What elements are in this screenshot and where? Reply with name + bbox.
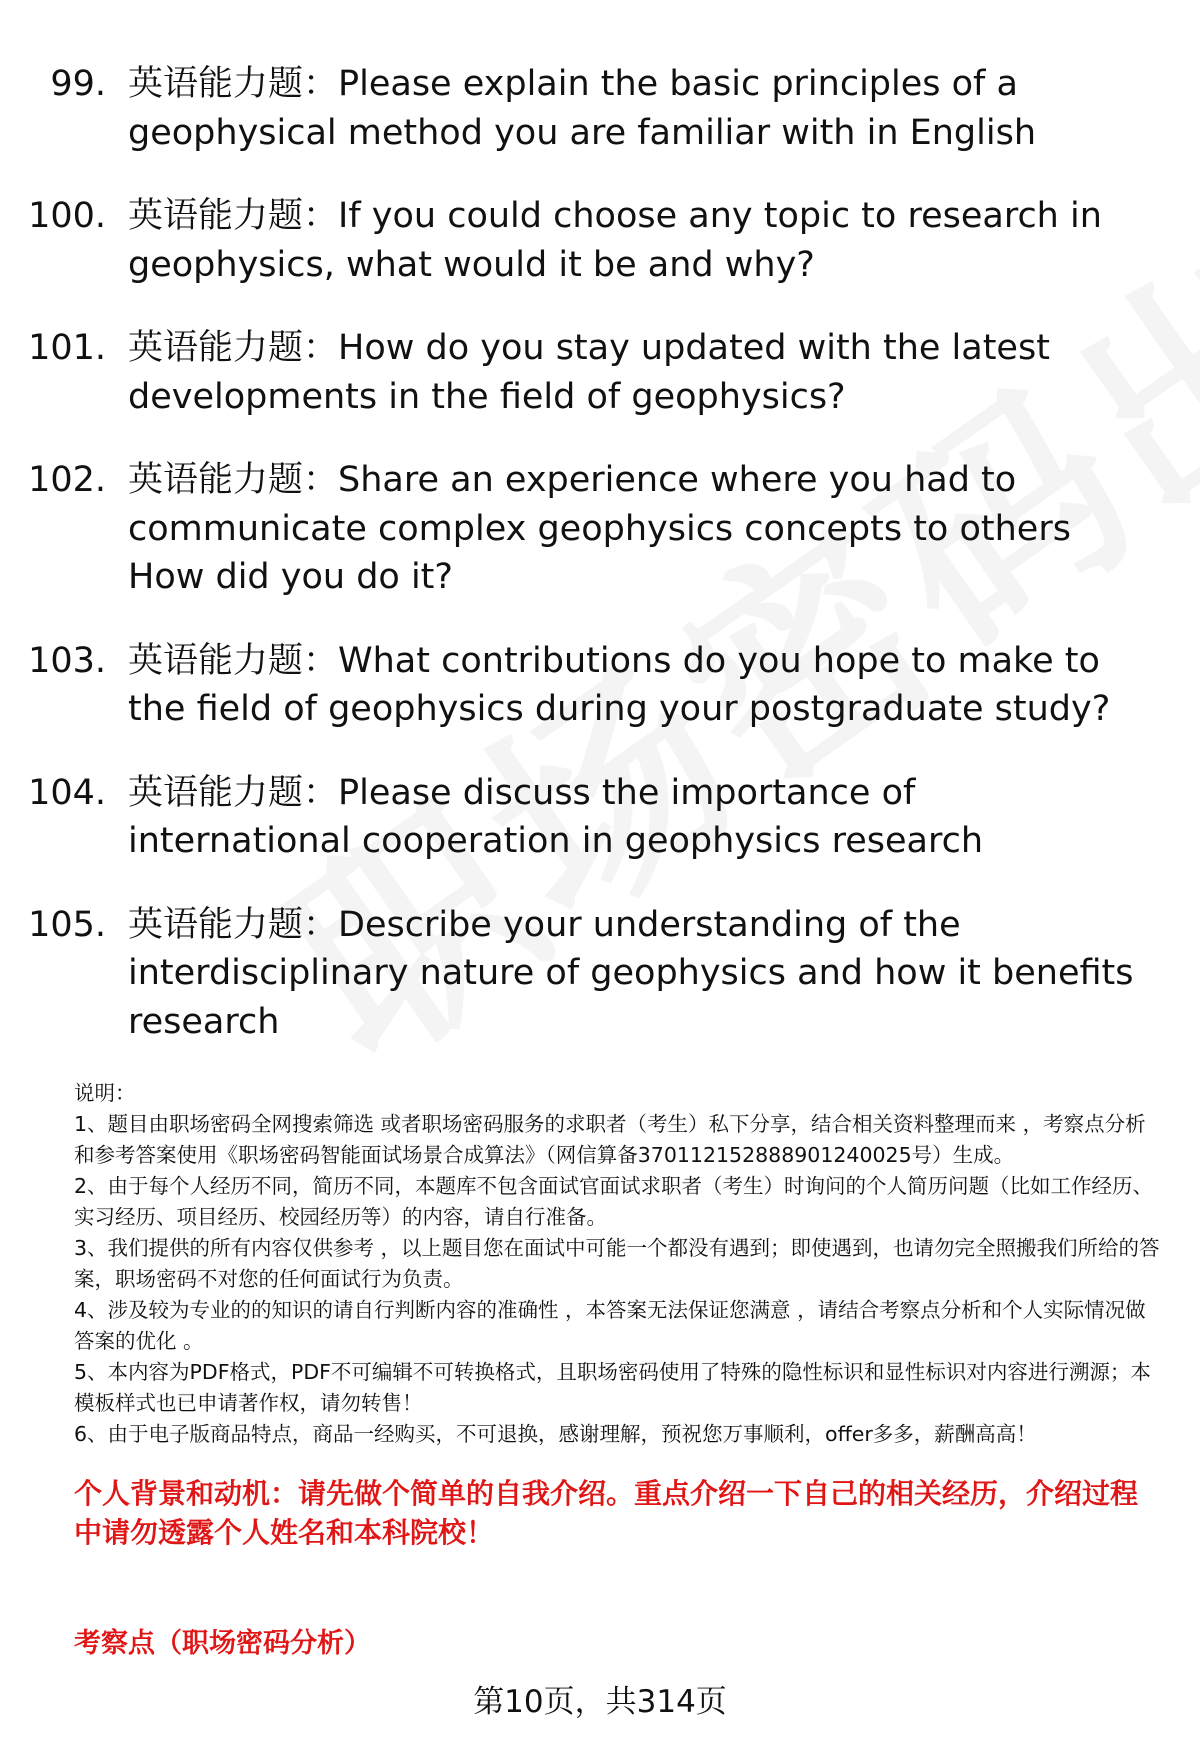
question-prefix: 英语能力题： <box>128 196 339 236</box>
question-prefix: 英语能力题： <box>128 460 339 500</box>
question-number: 102. <box>28 460 106 500</box>
question-body <box>128 769 1148 866</box>
page-footer: 第10页，共314页 <box>473 1684 727 1720</box>
question-text: How do you stay updated with the latest developments in the field of geophysics? <box>128 328 1050 417</box>
question-number: 100. <box>28 196 106 236</box>
question-body <box>128 901 1148 1047</box>
question-text: What contributions do you hope to make to the field of geophysics during your postgraduate study? <box>128 640 1111 729</box>
question-body <box>128 456 1148 602</box>
question-item <box>0 324 1200 421</box>
question-body <box>128 637 1148 734</box>
notes-item: 4、涉及较为专业的的知识的请自行判断内容的准确性 ，本答案无法保证您满意 ，请结合考察点分析和个人实际情况做答案的优化 。 <box>74 1298 1146 1353</box>
question-text: Describe your understanding of the interdisciplinary nature of geophysics and how it benefits research <box>128 904 1134 1042</box>
question-item <box>0 637 1200 734</box>
notes-item: 1、题目由职场密码全网搜索筛选 或者职场密码服务的求职者（考生）私下分享，结合相关资料整理而来 ，考察点分析和参考答案使用《职场密码智能面试场景合成算法》（网信算备370112152888901240025号）生成。 <box>74 1112 1146 1167</box>
question-prefix: 英语能力题： <box>128 64 339 104</box>
question-number: 104. <box>28 772 106 813</box>
question-number: 103. <box>28 640 106 681</box>
question-text: If you could choose any topic to research in geophysics, what would it be and why? <box>128 196 1102 285</box>
question-text: Please discuss the importance of international cooperation in geophysics research <box>128 772 984 861</box>
question-number: 101. <box>28 328 106 368</box>
question-body <box>128 324 1148 421</box>
question-text: Please explain the basic principles of a geophysical method you are familiar with in English <box>128 64 1037 153</box>
question-body <box>128 192 1148 289</box>
check-point-heading: 考察点（职场密码分析） <box>74 1628 371 1659</box>
notes-item: 6、由于电子版商品特点，商品一经购买，不可退换，感谢理解，预祝您万事顺利，offer多多，薪酬高高！ <box>74 1422 1037 1446</box>
question-list <box>0 60 1200 1081</box>
question-text: Share an experience where you had to communicate complex geophysics concepts to others How did you do it? <box>128 460 1071 597</box>
question-item <box>0 901 1200 1047</box>
question-number: 99. <box>50 64 106 104</box>
notes-item: 5、本内容为PDF格式，PDF不可编辑不可转换格式，且职场密码使用了特殊的隐性标识和显性标识对内容进行溯源；本模板样式也已申请著作权，请勿转售！ <box>74 1360 1151 1415</box>
question-number: 105. <box>28 904 106 945</box>
question-item <box>0 60 1200 157</box>
notes-heading: 说明： <box>74 1081 136 1105</box>
question-body <box>128 60 1148 157</box>
question-prefix: 英语能力题： <box>128 328 339 368</box>
question-prefix: 英语能力题： <box>128 904 339 945</box>
question-item <box>0 192 1200 289</box>
question-prefix: 英语能力题： <box>128 772 339 813</box>
question-item <box>0 769 1200 866</box>
notes-item: 3、我们提供的所有内容仅供参考 ，以上题目您在面试中可能一个都没有遇到；即使遇到，也请勿完全照搬我们所给的答案，职场密码不对您的任何面试行为负责。 <box>74 1236 1160 1291</box>
question-item <box>0 456 1200 602</box>
notes-item: 2、由于每个人经历不同，简历不同，本题库不包含面试官面试求职者（考生）时询问的个人简历问题（比如工作经历、实习经历、项目经历、校园经历等）的内容，请自行准备。 <box>74 1174 1154 1229</box>
question-prefix: 英语能力题： <box>128 640 339 681</box>
notes-section <box>74 1078 1164 1450</box>
motivation-heading: 个人背景和动机：请先做个简单的自我介绍。重点介绍一下自己的相关经历，介绍过程中请勿透露个人姓名和本科院校！ <box>74 1477 1139 1549</box>
